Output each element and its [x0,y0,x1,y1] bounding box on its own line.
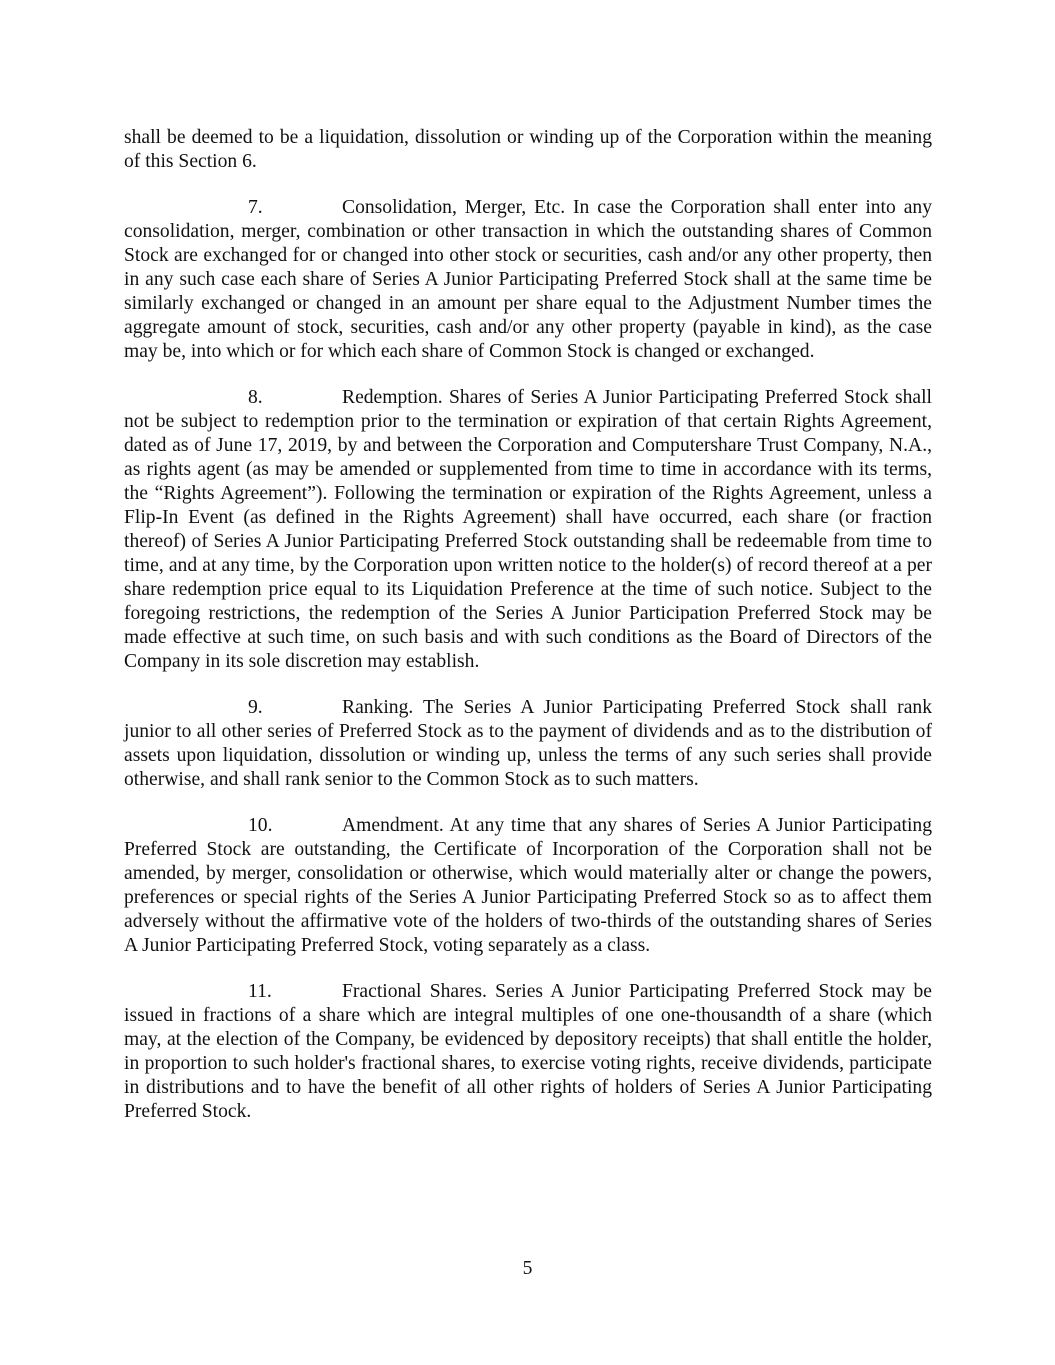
section-text: Consolidation, Merger, Etc. In case the Corporation shall enter into any consolidation, merger, combination or other transaction in which the outstanding shares of Common Stock are exchanged for or changed into other stock or securities, cash and/or any other property, then in any such case each share of Series A Junior Participating Preferred Stock shall at the same time be similarly exchanged or changed in an amount per share equal to the Adjustment Number times the aggregate amount of stock, securities, cash and/or any other property (payable in kind), as the case may be, into which or for which each share of Common Stock is changed or exchanged. [124,197,932,362]
section-text: Fractional Shares. Series A Junior Participating Preferred Stock may be issued in fractions of a share which are integral multiples of one one-thousandth of a share (which may, at the election of the Company, be evidenced by depository receipts) that shall entitle the holder, in proportion to such holder's fractional shares, to exercise voting rights, receive dividends, participate in distributions and to have the benefit of all other rights of holders of Series A Junior Participating Preferred Stock. [124,981,932,1122]
section-number: 7. [248,197,263,218]
section-number: 10. [248,815,273,836]
section-text: Ranking. The Series A Junior Participating Preferred Stock shall rank junior to all other series of Preferred Stock as to the payment of dividends and as to the distribution of assets upon liquidation, dissolution or winding up, unless the terms of any such series shall provide otherwise, and shall rank senior to the Common Stock as to such matters. [124,697,932,790]
section-number: 11. [248,981,272,1002]
section-9-paragraph [124,696,932,792]
section-text: Redemption. Shares of Series A Junior Participating Preferred Stock shall not be subject to redemption prior to the termination or expiration of that certain Rights Agreement, dated as of June 17, 2019, by and between the Corporation and Computershare Trust Company, N.A., as rights agent (as may be amended or supplemented from time to time in accordance with its terms, the “Rights Agreement”). Following the termination or expiration of the Rights Agreement, unless a Flip-In Event (as defined in the Rights Agreement) shall have occurred, each share (or fraction thereof) of Series A Junior Participating Preferred Stock outstanding shall be redeemable from time to time, and at any time, by the Corporation upon written notice to the holder(s) of record thereof at a per share redemption price equal to its Liquidation Preference at the time of such notice. Subject to the foregoing restrictions, the redemption of the Series A Junior Participation Preferred Stock may be made effective at such time, on such basis and with such conditions as the Board of Directors of the Company in its sole discretion may establish. [124,387,932,672]
section-11-paragraph [124,980,932,1124]
section-8-paragraph [124,386,932,674]
section-7-paragraph [124,196,932,364]
intro-paragraph: shall be deemed to be a liquidation, dissolution or winding up of the Corporation within the meaning of this Section 6. [124,127,932,172]
section-number: 9. [248,697,263,718]
page-number: 5 [522,1258,533,1279]
section-number: 8. [248,387,263,408]
section-text: Amendment. At any time that any shares of Series A Junior Participating Preferred Stock are outstanding, the Certificate of Incorporation of the Corporation shall not be amended, by merger, consolidation or otherwise, which would materially alter or change the powers, preferences or special rights of the Series A Junior Participating Preferred Stock so as to affect them adversely without the affirmative vote of the holders of two-thirds of the outstanding shares of Series A Junior Participating Preferred Stock, voting separately as a class. [124,815,932,956]
section-10-paragraph [124,814,932,958]
document-page [124,126,932,1146]
